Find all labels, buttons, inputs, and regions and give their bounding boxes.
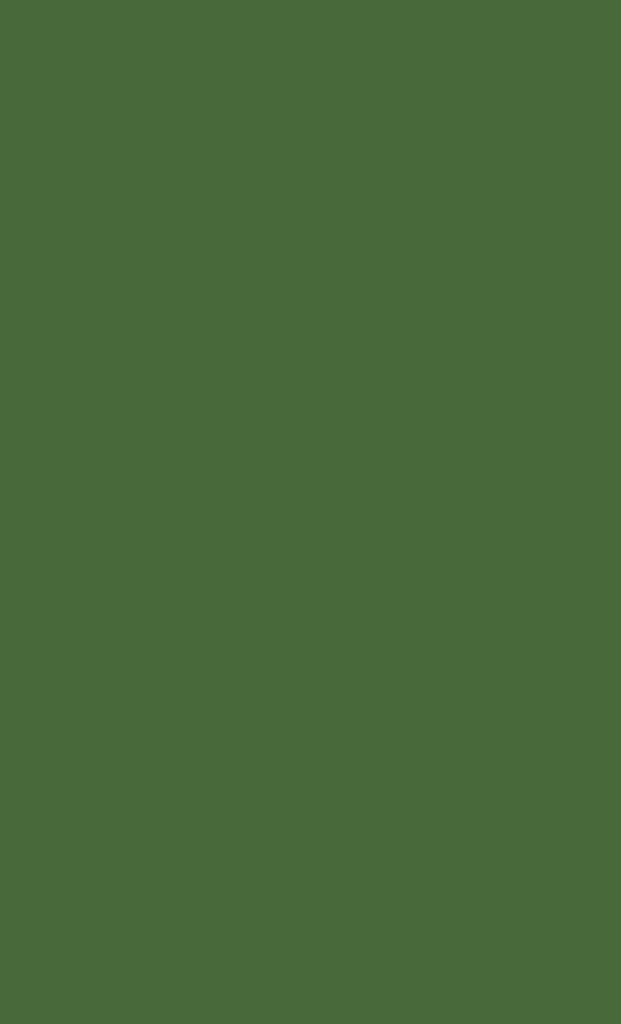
leaf-icon <box>302 975 317 986</box>
legend <box>0 975 621 988</box>
